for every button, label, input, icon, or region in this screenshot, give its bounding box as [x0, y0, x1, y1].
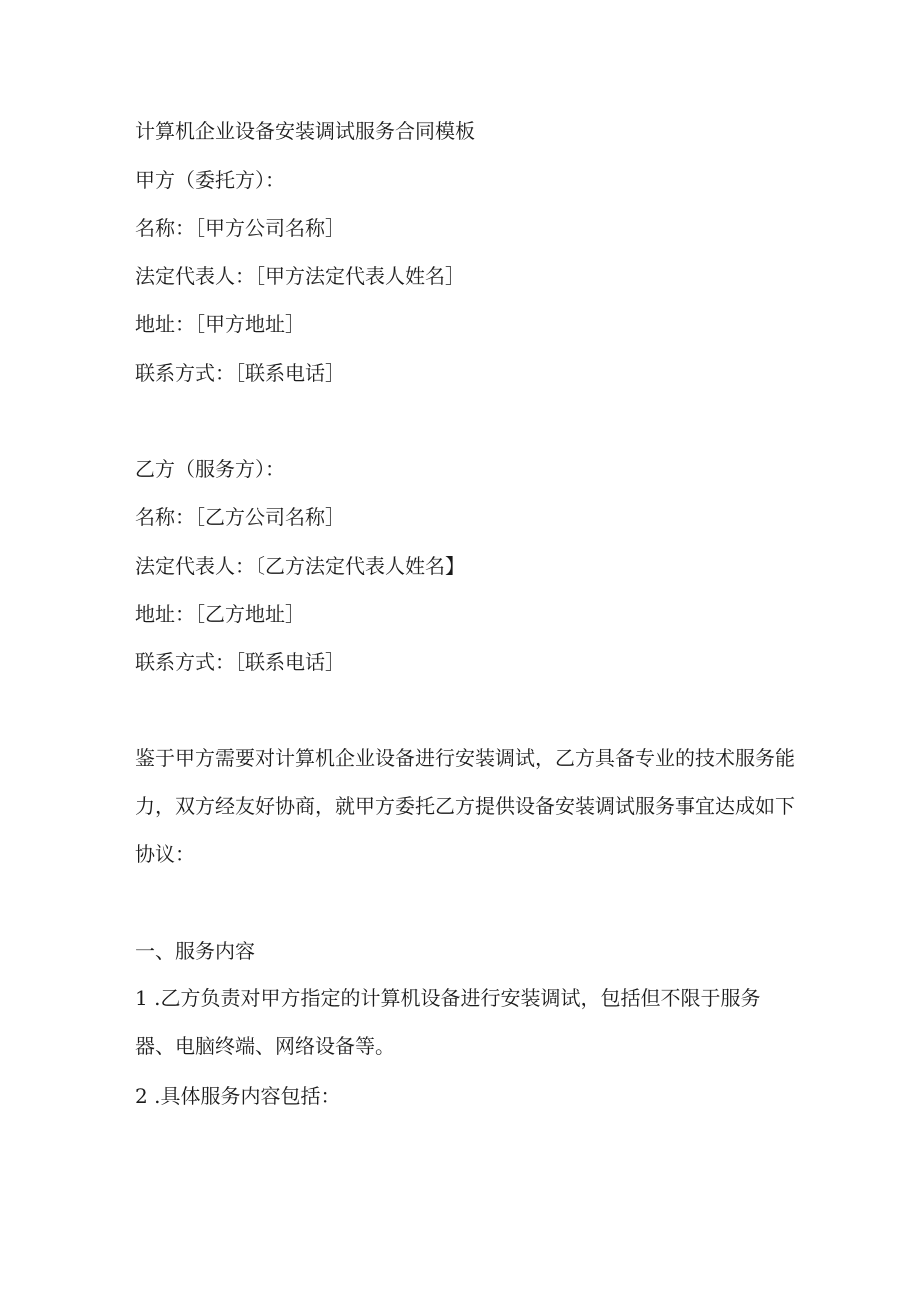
- section-1-item-1: 1 .乙方负责对甲方指定的计算机设备进行安装调试，包括但不限于服务器、电脑终端、网络设备等。: [135, 986, 761, 1058]
- party-a-heading: 甲方（委托方）：: [135, 168, 285, 192]
- party-b-heading: 乙方（服务方）：: [135, 457, 285, 481]
- party-a-address: 地址：［甲方地址］: [135, 312, 305, 336]
- party-b-address: 地址：［乙方地址］: [135, 602, 305, 626]
- party-a-legal-rep: 法定代表人：［甲方法定代表人姓名］: [135, 264, 465, 288]
- preamble-paragraph: 鉴于甲方需要对计算机企业设备进行安装调试，乙方具备专业的技术服务能力，双方经友好协商，就甲方委托乙方提供设备安装调试服务事宜达成如下协议：: [135, 746, 795, 866]
- section-1-heading: 一、服务内容: [135, 939, 255, 963]
- party-a-name: 名称：［甲方公司名称］: [135, 216, 345, 240]
- party-a-contact: 联系方式：［联系电话］: [135, 361, 345, 385]
- document-title: 计算机企业设备安装调试服务合同模板: [135, 119, 475, 143]
- party-b-legal-rep: 法定代表人：〔乙方法定代表人姓名】: [135, 554, 465, 578]
- party-b-contact: 联系方式：［联系电话］: [135, 650, 345, 674]
- party-b-name: 名称：［乙方公司名称］: [135, 505, 345, 529]
- section-1-item-2: 2 .具体服务内容包括：: [135, 1084, 341, 1108]
